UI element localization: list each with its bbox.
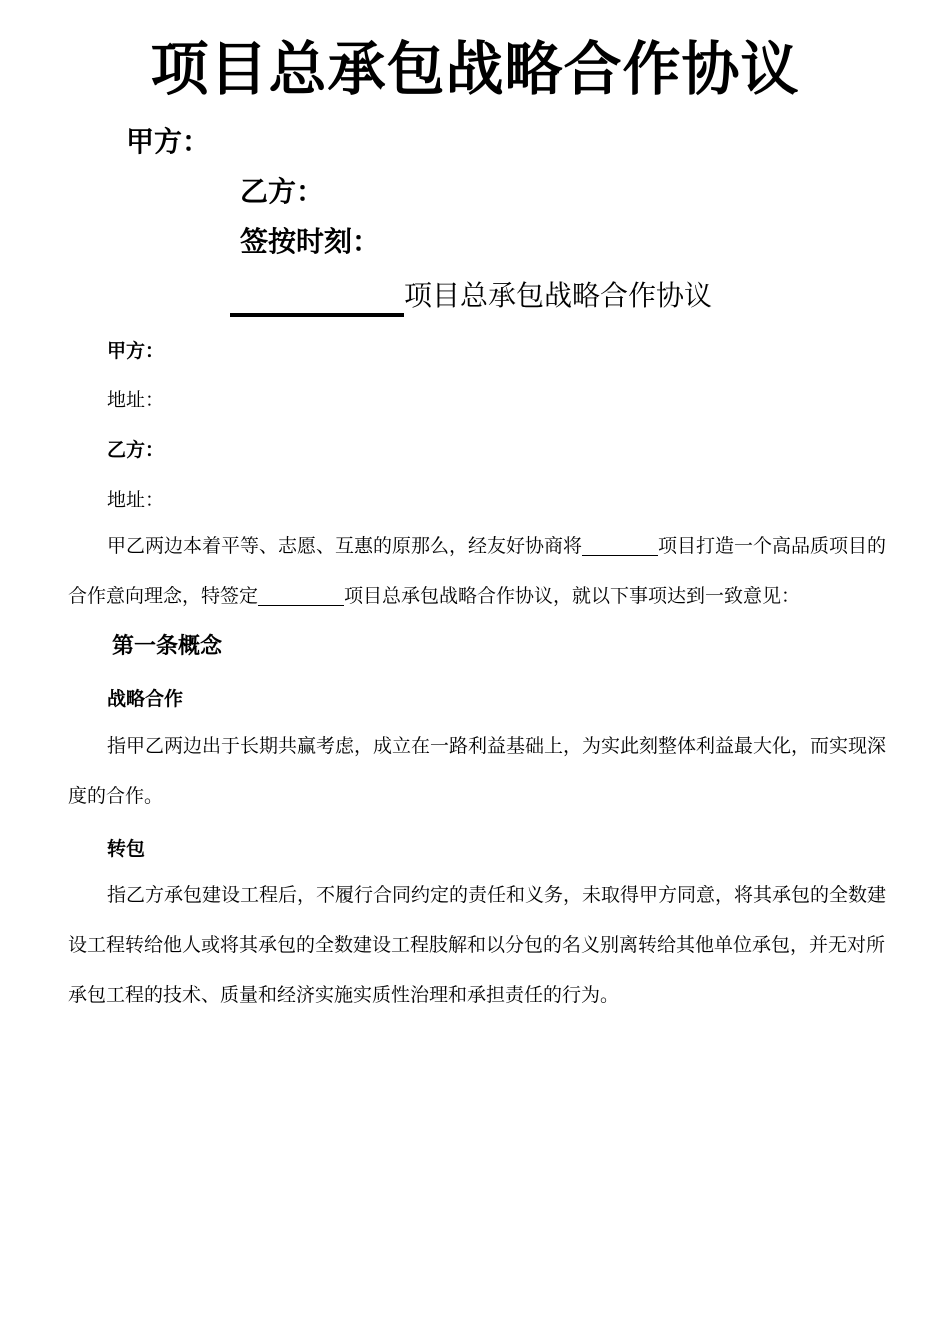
party-a-address-label: 地址： [107, 389, 165, 411]
intro-text-part3: 合作意向理念，特签定 [68, 585, 259, 607]
cover-party-a-label: 甲方： [126, 125, 211, 158]
intro-text-part4: 项目总承包战略合作协议，就以下事项达到一致意见： [344, 585, 801, 607]
term-subcontract-title: 转包 [107, 838, 146, 860]
intro-text-part1: 甲乙两边本着平等、志愿、互惠的原那么，经友好协商将 [107, 535, 583, 557]
cover-party-b-label: 乙方： [240, 175, 325, 208]
term-strategic-cooperation-title: 战略合作 [107, 688, 184, 710]
party-b-address-label: 地址： [107, 489, 165, 511]
term-strategic-cooperation-line-2: 度的合作。 [68, 785, 164, 807]
project-name-blank-2 [258, 585, 344, 606]
term-strategic-cooperation-line-1: 指甲乙两边出于长期共赢考虑，成立在一路利益基础上，为实此刻整体利益最大化，而实现深 [107, 735, 887, 757]
intro-text-part2: 项目打造一个高品质项目的 [658, 535, 887, 557]
project-name-blank [582, 535, 658, 556]
party-a-label: 甲方： [107, 340, 165, 362]
term-subcontract-line-2: 设工程转给他人或将其承包的全数建设工程肢解和以分包的名义别离转给其他单位承包，并无对所 [68, 934, 886, 956]
article-1-heading: 第一条概念 [112, 634, 223, 659]
intro-line-1 [107, 533, 886, 559]
term-subcontract-line-1: 指乙方承包建设工程后，不履行合同约定的责任和义务，未取得甲方同意，将其承包的全数建 [107, 884, 887, 906]
document-title: 项目总承包战略合作协议 [150, 35, 800, 103]
party-b-label: 乙方： [107, 439, 165, 461]
agreement-subtitle: 项目总承包战略合作协议 [404, 279, 713, 312]
intro-line-2 [68, 583, 800, 609]
term-subcontract-line-3: 承包工程的技术、质量和经济实施实质性治理和承担责任的行为。 [68, 984, 620, 1006]
cover-sign-time-label: 签按时刻： [240, 225, 381, 258]
subtitle-blank-line [230, 313, 404, 317]
